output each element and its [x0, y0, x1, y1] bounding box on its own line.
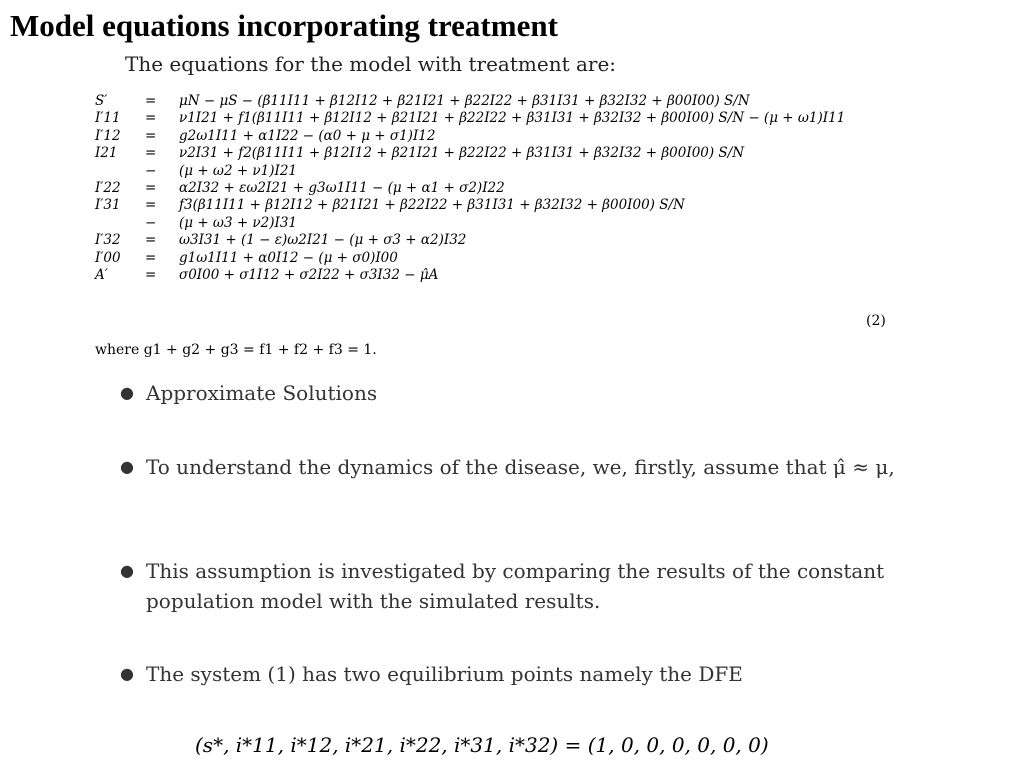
equation-lhs: I21 — [95, 145, 118, 162]
equation-row — [95, 197, 965, 214]
equation-relation: = — [145, 232, 157, 249]
equation-lhs: I′12 — [95, 127, 121, 144]
equation-system — [95, 93, 965, 284]
equation-relation: − — [145, 162, 157, 179]
equation-lhs — [95, 215, 145, 232]
bullet-icon: ● — [120, 561, 134, 580]
equation-lhs: I′22 — [95, 179, 121, 196]
equation-relation: = — [145, 179, 157, 196]
equation-row — [95, 232, 965, 249]
equation-row — [95, 215, 965, 232]
equation-row — [95, 145, 965, 162]
bullet-text: Approximate Solutions — [146, 381, 378, 405]
equation-rhs: (μ + ω2 + ν1)I21 — [179, 162, 297, 179]
equation-row — [95, 128, 965, 145]
equation-rhs: μN − μS − (β11I11 + β12I12 + β21I21 + β22I22 + β31I31 + β32I32 + β00I00) S/N — [179, 93, 750, 109]
equation-relation: = — [145, 266, 157, 283]
equation-rhs: α2I32 + εω2I21 + g3ω1I11 − (μ + α1 + σ2)I22 — [179, 179, 505, 196]
equation-rhs: ν1I21 + f1(β11I11 + β12I12 + β21I21 + β22I22 + β31I31 + β32I32 + β00I00) S/N − (μ + ω1)I11 — [179, 110, 846, 127]
bullet-icon: ● — [120, 383, 134, 402]
equation-rhs: g1ω1I11 + α0I12 − (μ + σ0)I00 — [179, 249, 398, 266]
bullet-text: To understand the dynamics of the disease, we, firstly, assume that μ̂ ≈ μ, — [146, 455, 895, 479]
bullet-item — [120, 659, 906, 689]
equation-relation: = — [145, 197, 157, 214]
equation-relation: − — [145, 214, 157, 231]
equation-row — [95, 267, 965, 284]
equation-lhs: I′32 — [95, 232, 121, 249]
equation-lhs: A′ — [95, 266, 108, 283]
equation-number: (2) — [866, 313, 886, 329]
equation-relation: = — [145, 249, 157, 266]
equation-relation: = — [145, 145, 157, 162]
equation-lhs: S′ — [95, 93, 108, 109]
equation-rhs: f3(β11I11 + β12I12 + β21I21 + β22I22 + β31I31 + β32I32 + β00I00) S/N — [179, 197, 685, 214]
bullet-item — [120, 556, 906, 616]
bullet-item — [120, 452, 906, 482]
bullet-text: The system (1) has two equilibrium points namely the DFE — [146, 662, 743, 686]
bullet-item — [120, 378, 906, 408]
equation-rhs: ω3I31 + (1 − ε)ω2I21 − (μ + σ3 + α2)I32 — [179, 232, 467, 249]
equation-lhs: I′00 — [95, 249, 121, 266]
equation-lhs — [95, 163, 145, 180]
equation-row — [95, 110, 965, 127]
equation-rhs: (μ + ω3 + ν2)I31 — [179, 214, 297, 231]
equation-rhs: σ0I00 + σ1I12 + σ2I22 + σ3I32 − μ̂A — [179, 266, 439, 283]
equation-row — [95, 180, 965, 197]
intro-text: The equations for the model with treatment are: — [125, 52, 617, 76]
equation-rhs: g2ω1I11 + α1I22 − (α0 + μ + σ1)I12 — [179, 127, 436, 144]
equation-row — [95, 250, 965, 267]
equation-row — [95, 93, 965, 110]
bullet-text: This assumption is investigated by comparing the results of the constant population model with the simulated results. — [146, 559, 885, 613]
equation-lhs: I′11 — [95, 110, 121, 127]
bullet-icon: ● — [120, 457, 134, 476]
equation-relation: = — [145, 110, 157, 127]
dfe-formula: (s*, i*11, i*12, i*21, i*22, i*31, i*32) = (1, 0, 0, 0, 0, 0, 0) — [195, 733, 769, 757]
page-title: Model equations incorporating treatment — [10, 8, 558, 43]
bullet-icon: ● — [120, 664, 134, 683]
where-clause: where g1 + g2 + g3 = f1 + f2 + f3 = 1. — [95, 342, 377, 358]
equation-relation: = — [145, 127, 157, 144]
equation-lhs: I′31 — [95, 197, 121, 214]
equation-rhs: ν2I31 + f2(β11I11 + β12I12 + β21I21 + β22I22 + β31I31 + β32I32 + β00I00) S/N — [179, 145, 745, 162]
equation-relation: = — [145, 93, 157, 109]
equation-row — [95, 163, 965, 180]
